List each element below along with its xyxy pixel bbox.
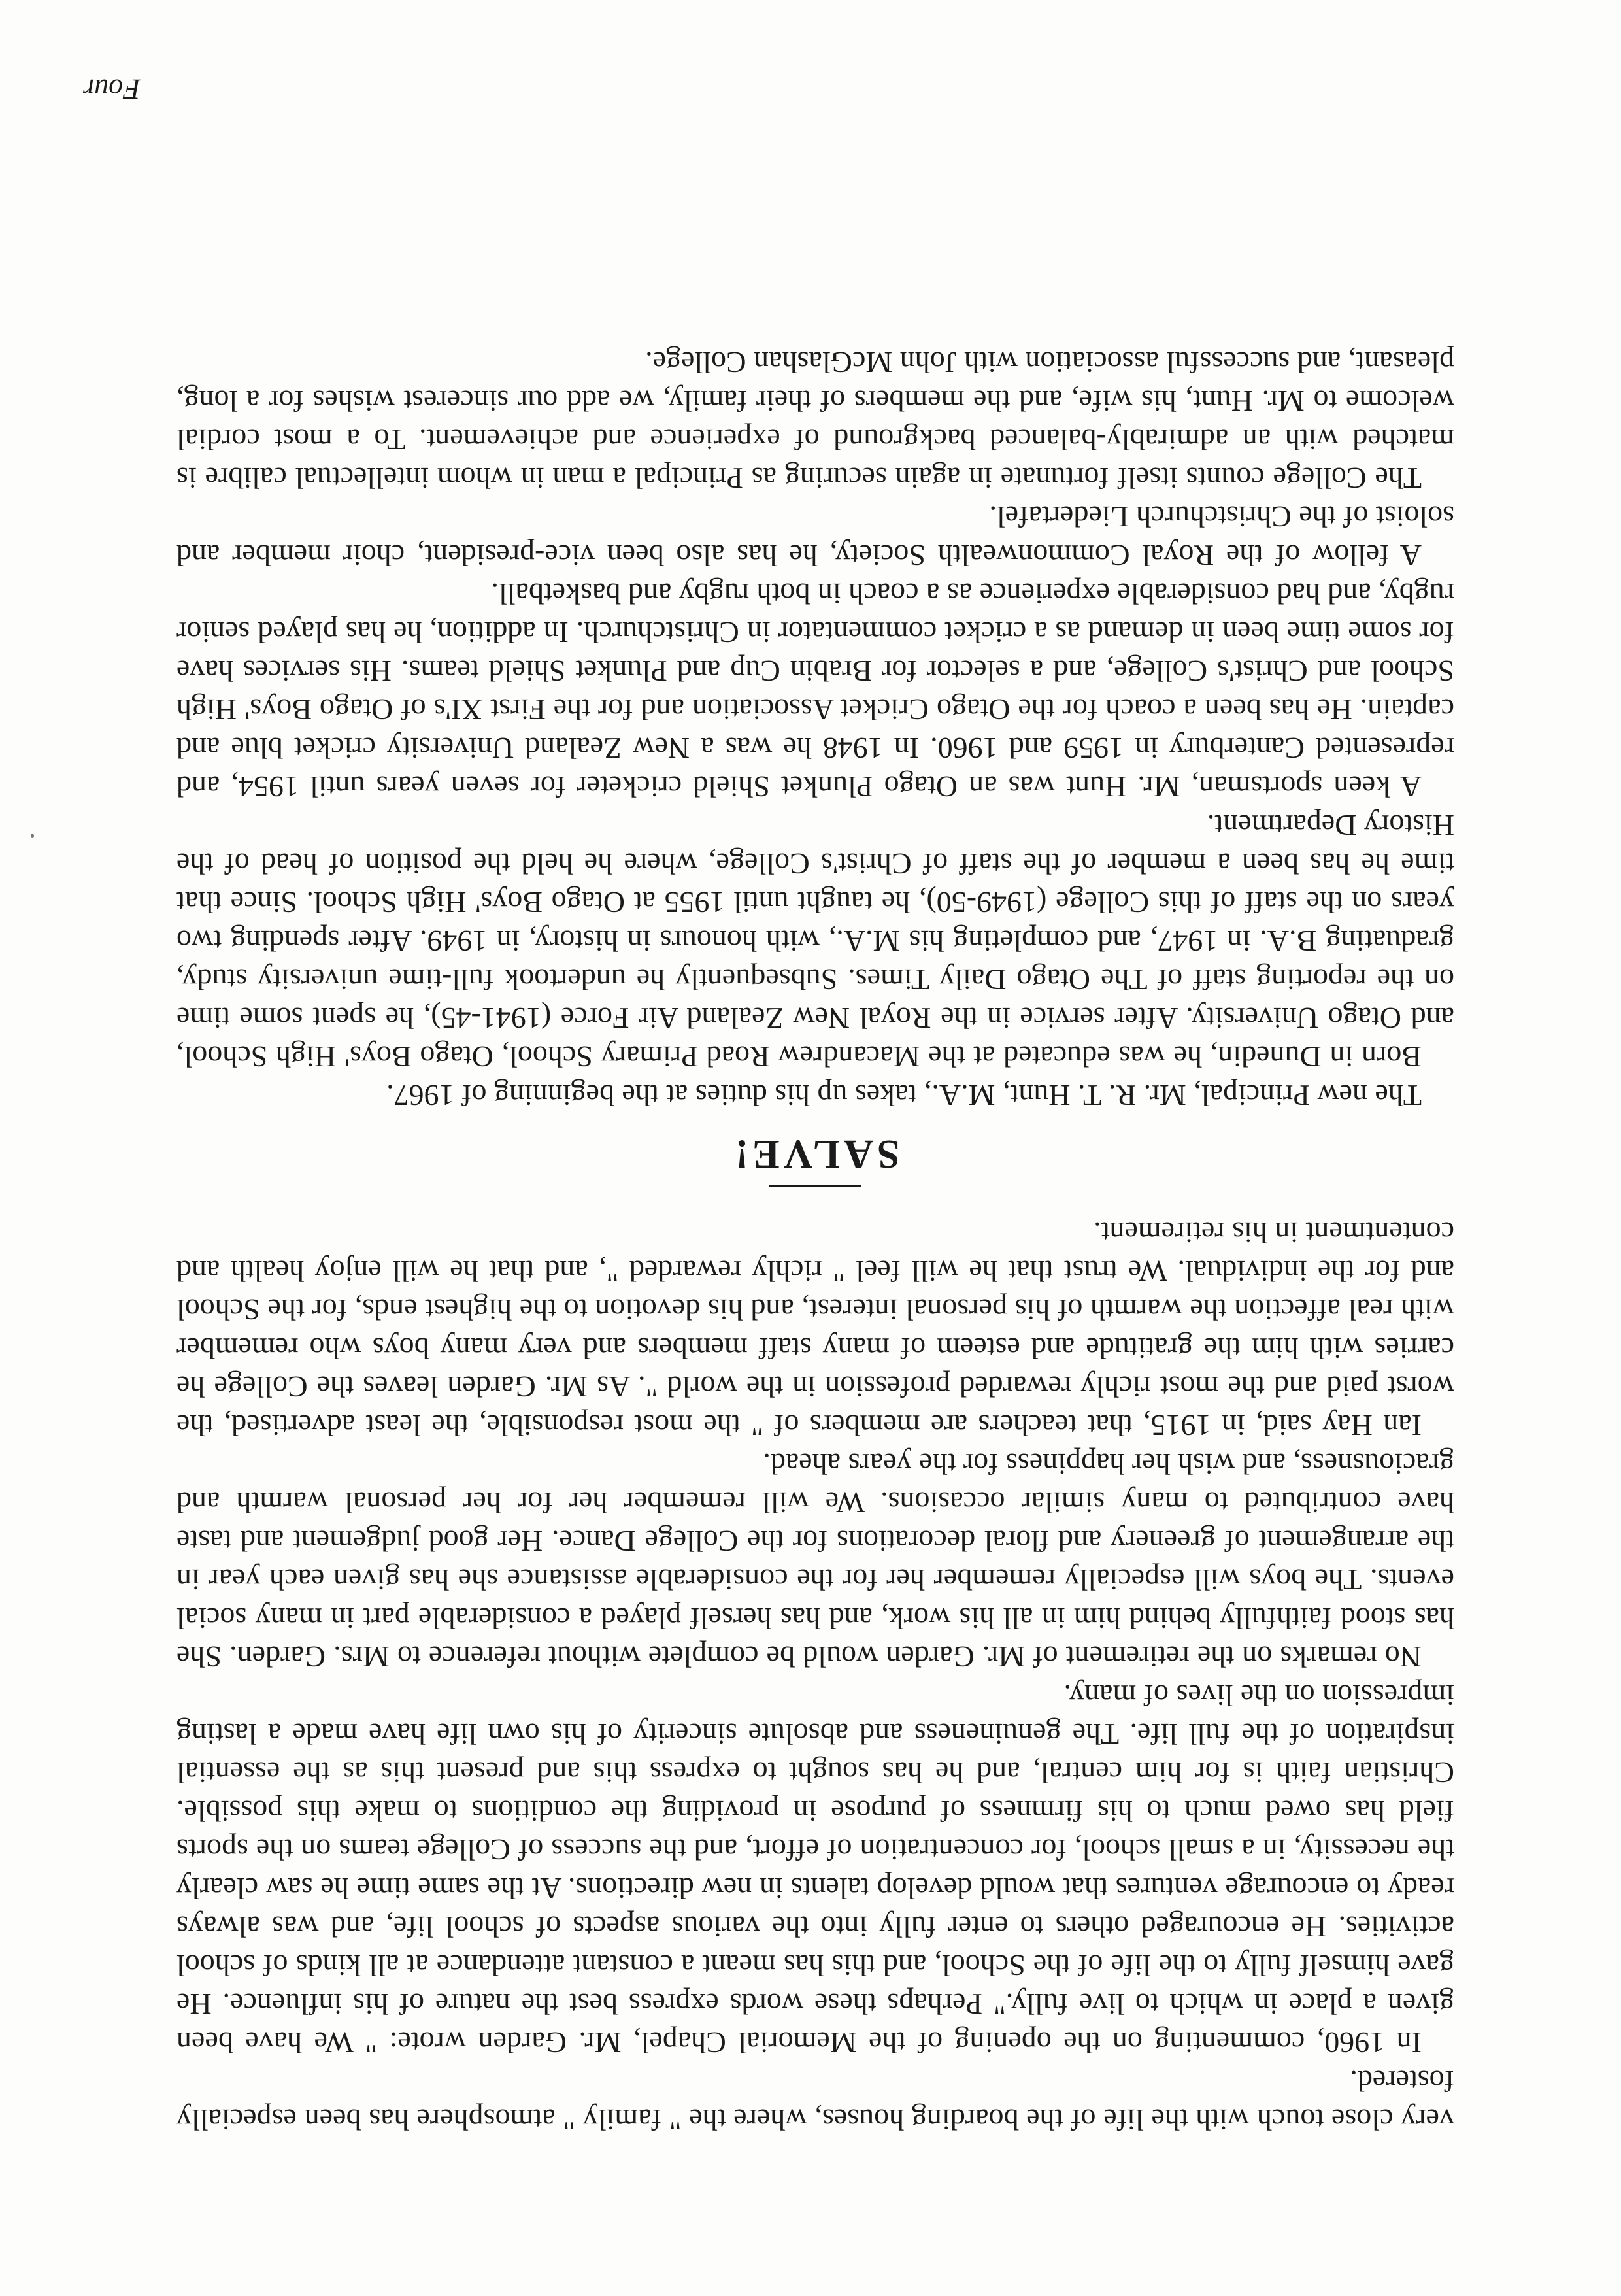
paragraph: Born in Dunedin, he was educated at the Macandrew Road Primary School, Otago Boys' High School, and Otago University. After service in the Royal New Zealand Air Force (1941-45), he spent some time on the reporting staff of The Otago Daily Times. Subsequently he undertook full-time university study, graduating B.A. in 1947, and completing his M.A., with honours in history, in 1949. After spending two years on the staff of this College (1949-50), he taught until 1955 at Otago Boys' High School. Since that time he has been a member of the staff of Christ's College, where he held the position of head of the History Department. bbox=[176, 809, 1454, 1073]
article-text bbox=[176, 343, 1454, 2139]
section-heading: SALVE! bbox=[731, 1132, 900, 1176]
paragraph: The new Principal, Mr. R. T. Hunt, M.A., takes up his duties at the beginning of 1967. bbox=[386, 1079, 1422, 1112]
heading-rule bbox=[770, 1185, 861, 1187]
paragraph: The College counts itself fortunate in again securing as Principal a man in whom intellectual calibre is matched with an admirably-balanced background of experience and achievement. To a most cordial welcome to Mr. Hunt, his wife, and the members of their family, we add our sincerest wishes for a long, pleasant, and successful association with John McGlashan College. bbox=[176, 346, 1454, 495]
page-number: Four bbox=[83, 73, 141, 105]
paragraph: A fellow of the Royal Commonwealth Society, he has also been vice-president, choir member and soloist of the Christchurch Liedertafel. bbox=[176, 500, 1454, 572]
paragraph: A keen sportsman, Mr. Hunt was an Otago Plunket Shield cricketer for seven years until 1954, and represented Canterbury in 1959 and 1960. In 1948 he was a New Zealand University cricket blue and captain. He has been a coach for the Otago Cricket Association and for the First XI's of Otago Boys' High School and Christ's College, and a selector for Brabin Cup and Plunket Shield teams. His services have for some time been in demand as a cricket commentator in Christchurch. In addition, he has played senior rugby, and had considerable experience as a coach in both rugby and basketball. bbox=[176, 577, 1454, 803]
paragraph: very close touch with the life of the boarding houses, where the " family " atmosphere has been especially fostered. bbox=[176, 2065, 1454, 2136]
paragraph: Ian Hay said, in 1915, that teachers are members of " the most responsible, the least advertised, the worst paid and the most richly rewarded profession in the world ". As Mr. Garden leaves the College he carries with him the gratitude and esteem of many staff members and very many boys who remember with real affection the warmth of his personal interest, and his devotion to the highest ends, for the School and for the individual. We trust that he will feel " richly rewarded ", and that he will enjoy health and contentment in his retirement. bbox=[176, 1216, 1454, 1442]
scan-speck bbox=[31, 834, 34, 838]
paragraph: In 1960, commenting on the opening of the Memorial Chapel, Mr. Garden wrote: " We have been given a place in which to live fully." Perhaps these words express best the nature of his influence. He gave himself fully to the life of the School, and this has meant a constant attendance at all kinds of school activities. He encouraged others to enter fully into the various aspects of school life, and was always ready to encourage ventures that would develop talents in new directions. At the same time he saw clearly the necessity, in a small school, for concentration of effort, and the success of College teams on the sports field has owed much to his firmness of purpose in providing the conditions to make this possible. Christian faith is for him central, and he has sought to express this and present this as the essential inspiration of the full life. The genuineness and absolute sincerity of his own life have made a lasting impression on the lives of many. bbox=[176, 1679, 1454, 2059]
paragraph: No remarks on the retirement of Mr. Garden would be complete without reference to Mrs. Garden. She has stood faithfully behind him in all his work, and has herself played a considerable part in many social events. The boys will especially remember her for the considerable assistance she has given each year in the arrangement of greenery and floral decorations for the College Dance. Her good judgement and taste have contributed to many similar occasions. We will remember her for her personal warmth and graciousness, and wish her happiness for the years ahead. bbox=[176, 1447, 1454, 1674]
